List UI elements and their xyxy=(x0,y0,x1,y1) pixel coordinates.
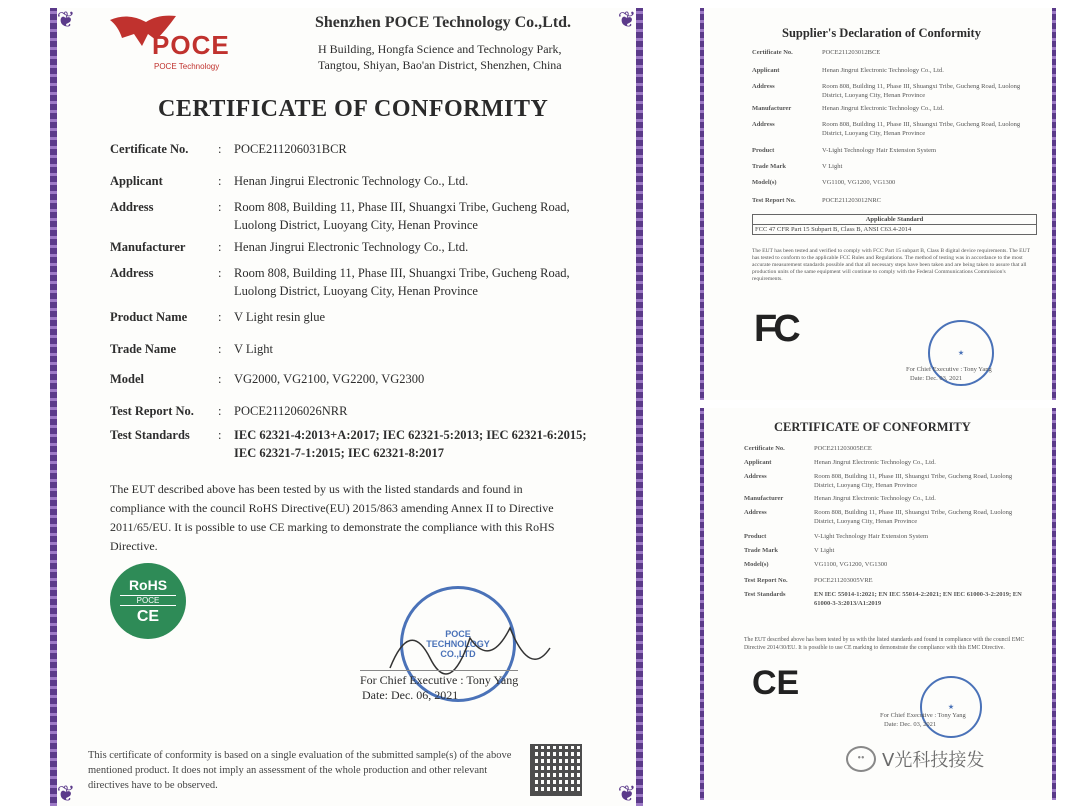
corner-ornament-icon: ❦ xyxy=(617,781,637,806)
fcc-statement: The EUT has been tested and verified to comply with FCC Part 15 subpart B, Class B digital device requirements. The EUT has tested to conform to the applicable FCC Rules and Regulations. The method of testing was in accordance to the most accurate measurement standards possible and that all necessary steps have been taken and are being taken to assure that all production units of the same equipment will continue to comply with the Federal Communications Commission's requirements. xyxy=(752,248,1030,282)
fcc-field-value: V-Light Technology Hair Extension System xyxy=(822,147,937,154)
right-border xyxy=(1052,408,1056,800)
fcc-field-label: Test Report No. xyxy=(752,197,796,204)
field-colon: : xyxy=(218,404,222,418)
field-value: POCE211206031BCR xyxy=(234,142,347,156)
ce-field-label: Test Standards xyxy=(744,591,786,598)
company-address-line2: Tangtou, Shiyan, Bao'an District, Shenzhen, China xyxy=(318,58,562,72)
fcc-field-label: Model(s) xyxy=(752,179,777,186)
company-name: Shenzhen POCE Technology Co.,Ltd. xyxy=(315,14,572,31)
rohs-badge-poce: POCE xyxy=(120,595,176,606)
field-colon: : xyxy=(218,372,222,386)
rohs-badge-ce: CE xyxy=(136,608,160,625)
field-label: Applicant xyxy=(110,174,163,188)
field-label: Trade Name xyxy=(110,342,177,356)
issue-date: Date: Dec. 06, 2021 xyxy=(362,688,459,702)
rohs-badge-label: RoHS xyxy=(128,577,168,593)
field-colon: : xyxy=(218,174,222,188)
wechat-icon: •• xyxy=(846,746,876,772)
watermark-text: V光科技接发 xyxy=(882,750,985,771)
ce-field-label: Product xyxy=(744,533,767,540)
field-value: Room 808, Building 11, Phase III, Shuangxi Tribe, Gucheng Road, Luolong District, Luoyang City, Henan Province xyxy=(234,200,570,232)
right-border xyxy=(1052,8,1056,400)
field-label: Certificate No. xyxy=(110,142,189,156)
field-colon: : xyxy=(218,240,222,254)
fcc-title: Supplier's Declaration of Conformity xyxy=(782,26,981,40)
stamp-ring-icon: ★ xyxy=(947,703,955,711)
fcc-field-value: POCE211203012NRC xyxy=(822,197,881,204)
fcc-certificate xyxy=(700,8,1056,400)
standard-table xyxy=(752,214,1037,235)
fcc-logo-icon: FC xyxy=(754,308,797,350)
field-row xyxy=(110,140,610,158)
field-row xyxy=(110,340,610,358)
ce-signer: For Chief Executive : Tony Yang xyxy=(880,712,966,719)
fcc-field-label: Address xyxy=(752,83,775,90)
field-label: Product Name xyxy=(110,310,188,324)
field-row xyxy=(110,402,610,420)
ce-field-value: Room 808, Building 11, Phase III, Shuangxi Tribe, Gucheng Road, Luolong District, Luoyang City, Henan Province xyxy=(814,509,1013,525)
field-value: V Light resin glue xyxy=(234,310,326,324)
main-certificate xyxy=(50,8,643,806)
disclaimer: This certificate of conformity is based on a single evaluation of the submitted sample(s) of the above mentioned product. It does not imply an assessment of the whole production and other relevant directives have to be observed. xyxy=(88,750,512,791)
ce-field-label: Address xyxy=(744,509,767,516)
ce-field-value: Room 808, Building 11, Phase III, Shuangxi Tribe, Gucheng Road, Luolong District, Luoyang City, Henan Province xyxy=(814,473,1013,489)
rohs-badge xyxy=(110,563,186,639)
ce-title: CERTIFICATE OF CONFORMITY xyxy=(774,420,971,434)
left-border xyxy=(700,408,704,800)
field-row xyxy=(110,308,610,326)
field-label: Address xyxy=(110,266,154,280)
field-label: Test Standards xyxy=(110,428,190,442)
field-colon: : xyxy=(218,310,222,324)
field-value: VG2000, VG2100, VG2200, VG2300 xyxy=(234,372,425,386)
field-value: IEC 62321-4:2013+A:2017; IEC 62321-5:2013; IEC 62321-6:2015; IEC 62321-7-1:2015; IEC 62321-8:2017 xyxy=(234,428,587,460)
ce-field-value: EN IEC 55014-1:2021; EN IEC 55014-2:2021; EN IEC 61000-3-2:2019; EN 61000-3-3:2013/A1:2019 xyxy=(814,591,1022,607)
standard-table-header: Applicable Standard xyxy=(753,215,1036,225)
fcc-field-value: Room 808, Building 11, Phase III, Shuangxi Tribe, Gucheng Road, Luolong District, Luoyang City, Henan Province xyxy=(822,121,1021,137)
stamp-ring-icon: ★ xyxy=(957,349,965,357)
corner-ornament-icon: ❦ xyxy=(56,8,76,32)
ce-field-label: Manufacturer xyxy=(744,495,784,502)
ce-certificate xyxy=(700,408,1056,800)
field-colon: : xyxy=(218,342,222,356)
qr-code xyxy=(530,744,582,796)
fcc-field-label: Trade Mark xyxy=(752,163,786,170)
fcc-signer: For Chief Executive : Tony Yang xyxy=(906,366,992,373)
fcc-field-label: Applicant xyxy=(752,67,780,74)
field-row xyxy=(110,198,610,236)
field-row xyxy=(110,172,610,190)
ce-field-value: Henan Jingrui Electronic Technology Co., Ltd. xyxy=(814,459,936,466)
field-colon: : xyxy=(218,428,222,442)
logo-subtext: POCE Technology xyxy=(154,62,220,71)
ce-date: Date: Dec. 03, 2021 xyxy=(884,721,937,728)
logo-text: POCE xyxy=(152,30,230,60)
field-value: Henan Jingrui Electronic Technology Co., Ltd. xyxy=(234,240,469,254)
ce-field-label: Applicant xyxy=(744,459,772,466)
right-border xyxy=(636,8,643,806)
field-value: Room 808, Building 11, Phase III, Shuangxi Tribe, Gucheng Road, Luolong District, Luoyang City, Henan Province xyxy=(234,266,570,298)
ce-field-value: Henan Jingrui Electronic Technology Co., Ltd. xyxy=(814,495,936,502)
field-label: Model xyxy=(110,372,145,386)
fcc-field-value: Henan Jingrui Electronic Technology Co., Ltd. xyxy=(822,105,944,112)
fcc-field-value: Henan Jingrui Electronic Technology Co., Ltd. xyxy=(822,67,944,74)
stamp-text: POCE TECHNOLOGY CO.,LTD xyxy=(426,629,490,659)
ce-statement: The EUT described above has been tested by us with the listed standards and found in compliance with the council EMC Directive 2014/30/EU. It is possible to use CE marking to demonstrate the compliance with this EMC Directive. xyxy=(744,637,1025,651)
left-border xyxy=(700,8,704,400)
fcc-field-label: Address xyxy=(752,121,775,128)
fcc-field-label: Certificate No. xyxy=(752,49,793,56)
fcc-field-label: Product xyxy=(752,147,775,154)
field-row xyxy=(110,264,610,302)
corner-ornament-icon: ❦ xyxy=(56,781,76,806)
field-row xyxy=(110,238,610,256)
rohs-statement: The EUT described above has been tested by us with the listed standards and found in compliance with the council RoHS Directive(EU) 2015/863 amending Annex II to Directive 2011/65/EU. It is possible to use CE marking to demonstrate the compliance with this RoHS Directive. xyxy=(110,482,555,553)
fcc-field-value: VG1100, VG1200, VG1300 xyxy=(822,179,896,186)
fcc-field-value: POCE211203012BCE xyxy=(822,49,881,56)
fcc-field-label: Manufacturer xyxy=(752,105,792,112)
ce-field-value: VG1100, VG1200, VG1300 xyxy=(814,561,888,568)
standard-table-value: FCC 47 CFR Part 15 Subpart B, Class B, ANSI C63.4-2014 xyxy=(755,226,912,233)
field-label: Manufacturer xyxy=(110,240,186,254)
ce-field-value: POCE211203005ECE xyxy=(814,445,872,452)
ce-field-value: V Light xyxy=(814,547,835,554)
ce-field-label: Certificate No. xyxy=(744,445,785,452)
field-value: V Light xyxy=(234,342,274,356)
watermark xyxy=(846,746,984,772)
ce-field-value: POCE211203005VRE xyxy=(814,577,873,584)
ce-field-label: Address xyxy=(744,473,767,480)
ce-stamp xyxy=(920,676,982,738)
field-label: Test Report No. xyxy=(110,404,194,418)
ce-field-value: V-Light Technology Hair Extension System xyxy=(814,533,929,540)
corner-ornament-icon: ❦ xyxy=(617,8,637,32)
signer-line: For Chief Executive : Tony Yang xyxy=(360,670,518,688)
company-address-line1: H Building, Hongfa Science and Technology Park, xyxy=(318,42,562,56)
fcc-field-value: V Light xyxy=(822,163,843,170)
field-value: Henan Jingrui Electronic Technology Co., Ltd. xyxy=(234,174,469,188)
ce-logo-icon: CE xyxy=(752,664,800,702)
field-colon: : xyxy=(218,200,222,214)
ce-field-label: Trade Mark xyxy=(744,547,778,554)
field-label: Address xyxy=(110,200,154,214)
left-border xyxy=(50,8,57,806)
field-value: POCE211206026NRR xyxy=(234,404,348,418)
poce-logo xyxy=(108,12,238,72)
fcc-field-value: Room 808, Building 11, Phase III, Shuangxi Tribe, Gucheng Road, Luolong District, Luoyang City, Henan Province xyxy=(822,83,1021,99)
field-colon: : xyxy=(218,266,222,280)
fcc-date: Date: Dec. 03, 2021 xyxy=(910,375,963,382)
field-row xyxy=(110,370,610,388)
field-row xyxy=(110,426,610,464)
ce-field-label: Model(s) xyxy=(744,561,769,568)
field-colon: : xyxy=(218,142,222,156)
page-title: CERTIFICATE OF CONFORMITY xyxy=(158,96,549,122)
ce-field-label: Test Report No. xyxy=(744,577,788,584)
